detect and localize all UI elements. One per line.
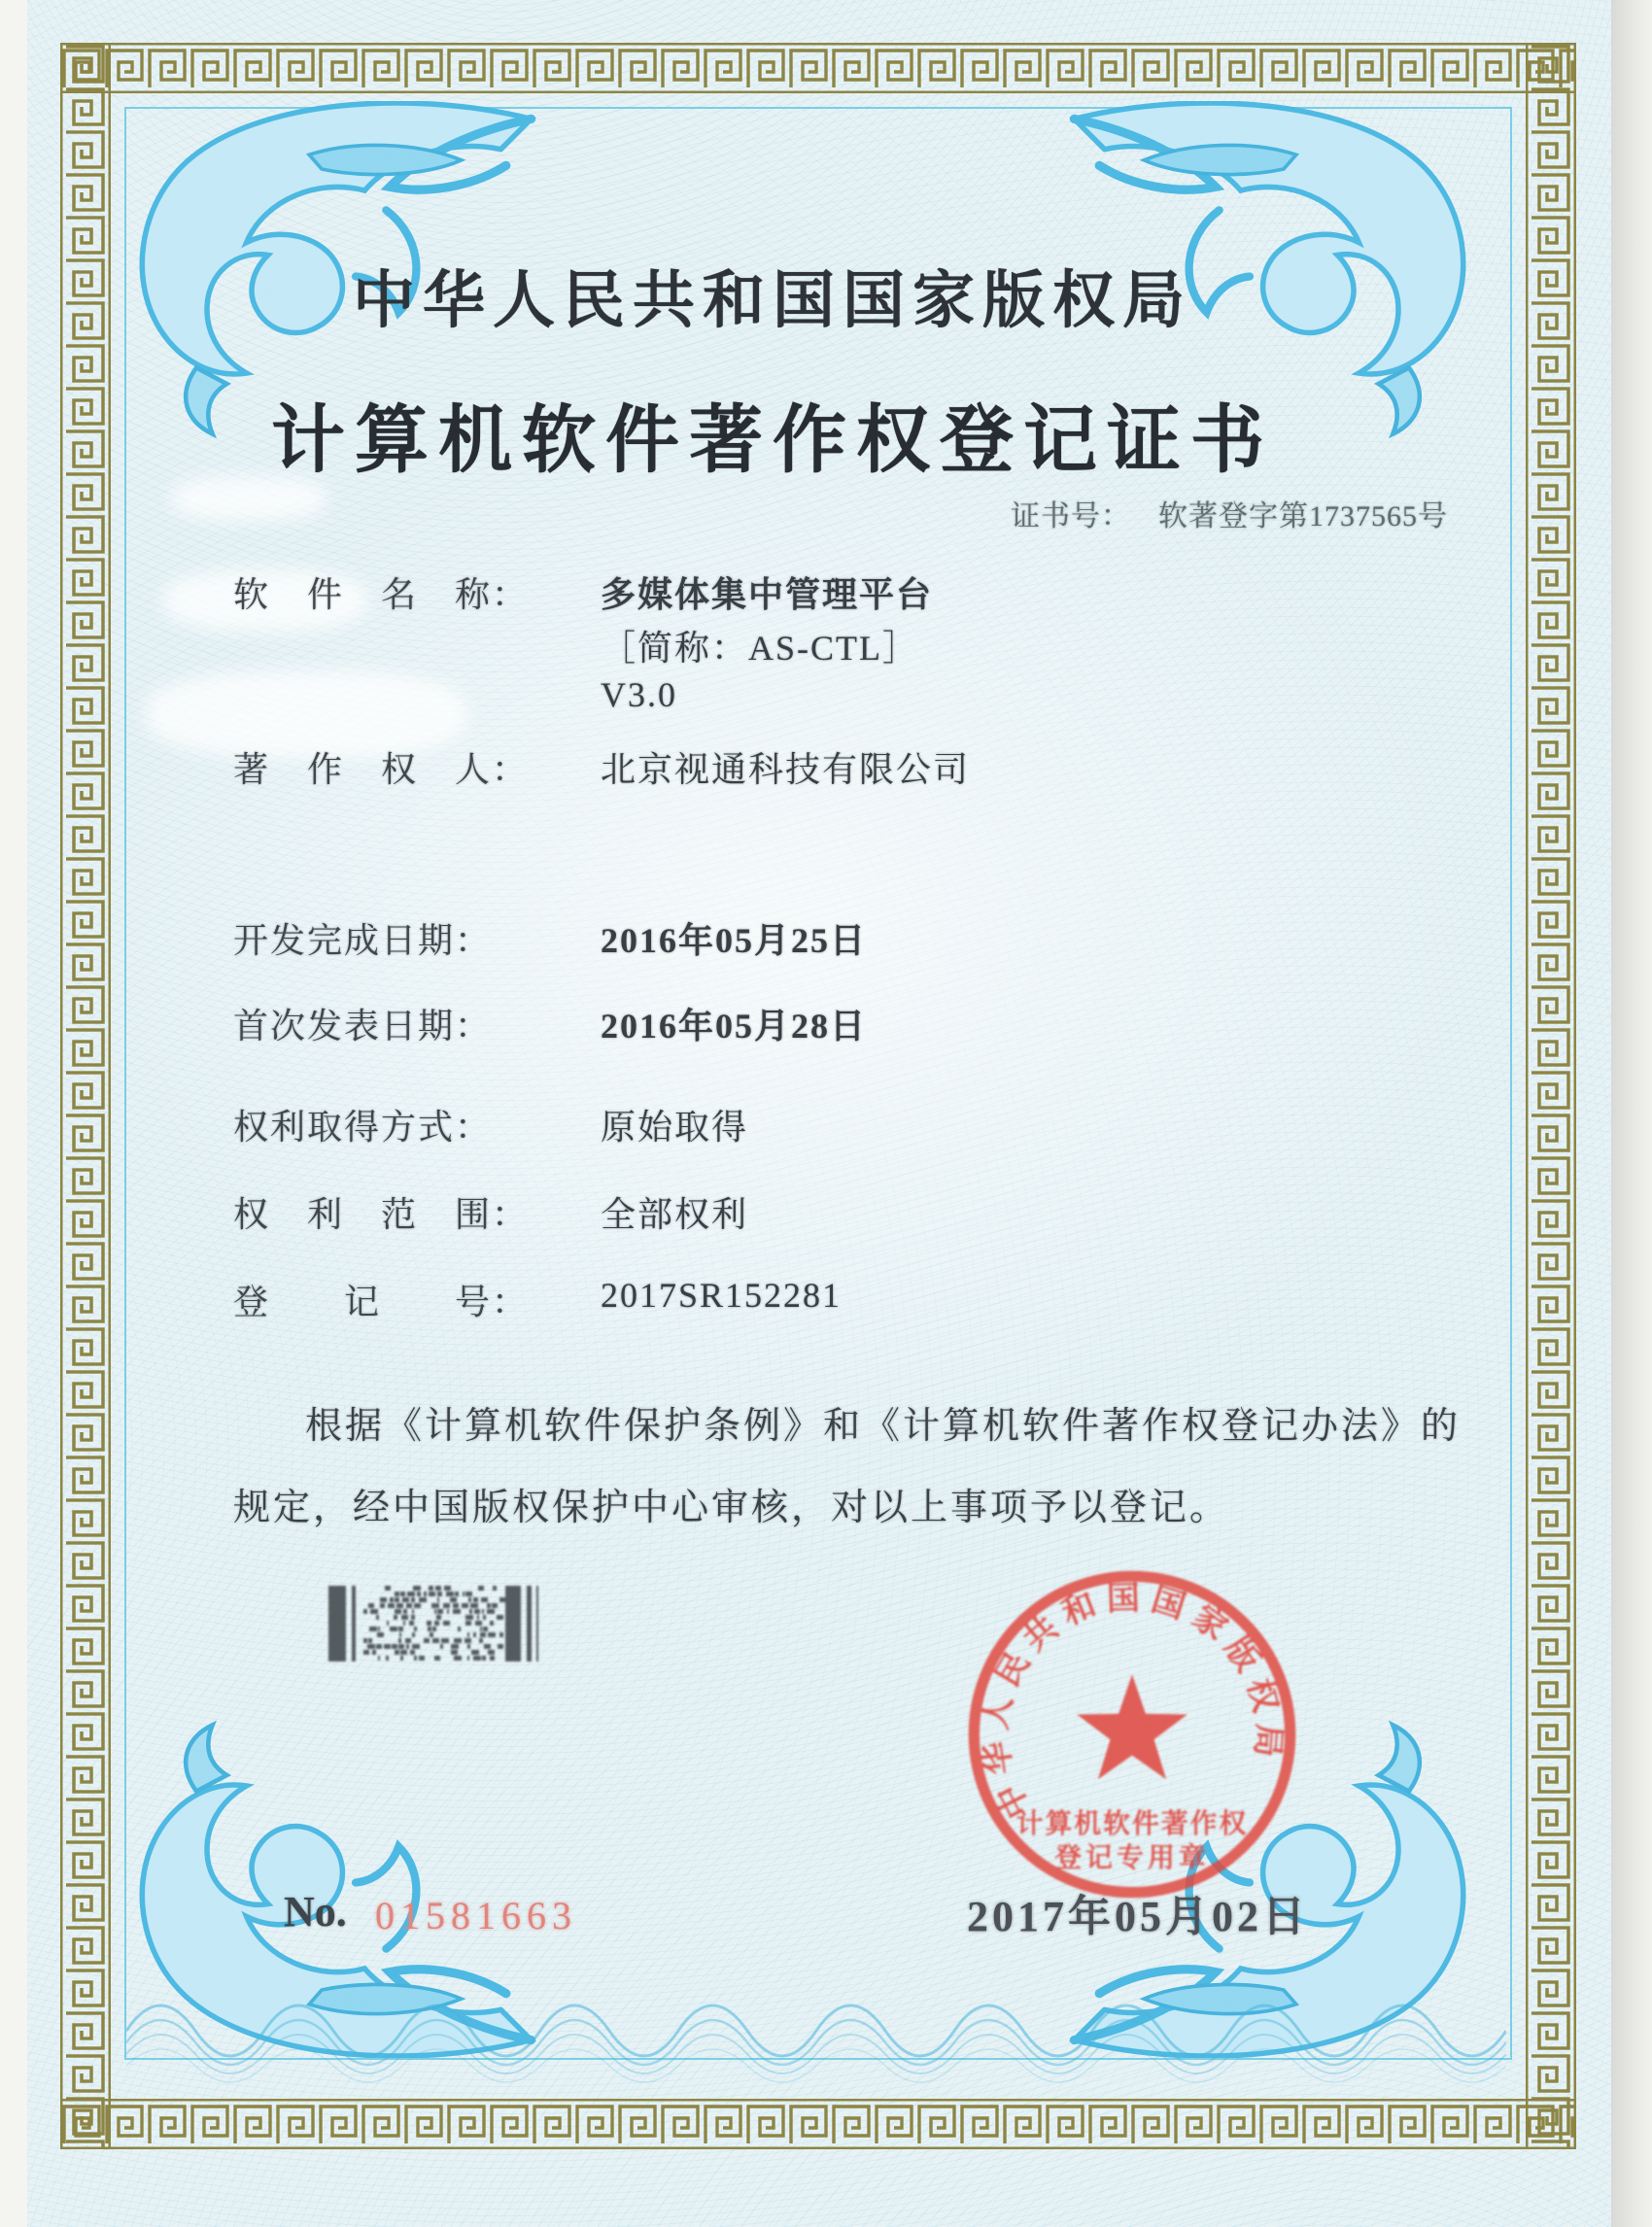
field-value-copyright-owner: 北京视通科技有限公司 <box>601 750 971 789</box>
certificate-number-line <box>1011 492 1448 534</box>
field-label-rights-scope: 权 利 范 围： <box>233 1195 530 1234</box>
field-label-first-publication-date: 首次发表日期： <box>233 1007 493 1045</box>
official-seal <box>962 1564 1302 1904</box>
greek-key-border-left <box>60 43 111 2149</box>
field-value-registration-number: 2017SR152281 <box>601 1276 843 1315</box>
guilloche-wave-band <box>126 1972 1506 2089</box>
seal-date: 2017年05月02日 <box>967 1893 1309 1940</box>
certificate-title: 计算机软件著作权登记证书 <box>271 400 1274 482</box>
statement-line-2: 规定，经中国版权保护中心审核，对以上事项予以登记。 <box>233 1488 1230 1528</box>
field-value-rights-scope: 全部权利 <box>601 1195 749 1234</box>
field-value-completion-date: 2016年05月25日 <box>601 921 868 960</box>
statement-line-1: 根据《计算机软件保护条例》和《计算机软件著作权登记办法》的 <box>305 1406 1462 1447</box>
scanner-edge-shadow <box>1611 0 1652 2227</box>
field-label-registration-number: 登 记 号： <box>233 1283 530 1321</box>
field-label-copyright-owner: 著 作 权 人： <box>233 750 530 789</box>
barcode-graphic <box>328 1586 552 1663</box>
field-label-software-name: 软 件 名 称： <box>233 575 530 614</box>
greek-key-border-top <box>60 43 1576 93</box>
field-label-rights-acquisition: 权利取得方式： <box>233 1108 493 1147</box>
certificate-number-label: 证书号： <box>1011 500 1131 532</box>
field-value-software-name: 多媒体集中管理平台 <box>601 575 934 614</box>
seal-inner-line-2: 登记专用章 <box>1054 1842 1210 1873</box>
certificate-number-value: 软著登字第1737565号 <box>1158 500 1448 532</box>
field-label-completion-date: 开发完成日期： <box>233 921 493 960</box>
field-value-rights-acquisition: 原始取得 <box>601 1108 749 1147</box>
issuer-title: 中华人民共和国国家版权局 <box>353 266 1192 335</box>
field-value-software-version: V3.0 <box>601 675 677 714</box>
serial-label: No. <box>284 1888 347 1936</box>
seal-star-icon <box>1077 1674 1187 1779</box>
field-value-first-publication-date: 2016年05月28日 <box>601 1007 868 1045</box>
seal-inner-line-1: 计算机软件著作权 <box>1015 1808 1249 1839</box>
seal-ring-text: 中华人民共和国国家版权局 <box>977 1580 1287 1824</box>
field-value-software-shortname: ［简称：AS-CTL］ <box>601 629 920 668</box>
greek-key-border-bottom <box>60 2099 1576 2149</box>
greek-key-border-right <box>1526 43 1576 2149</box>
serial-number: 01581663 <box>375 1894 577 1937</box>
